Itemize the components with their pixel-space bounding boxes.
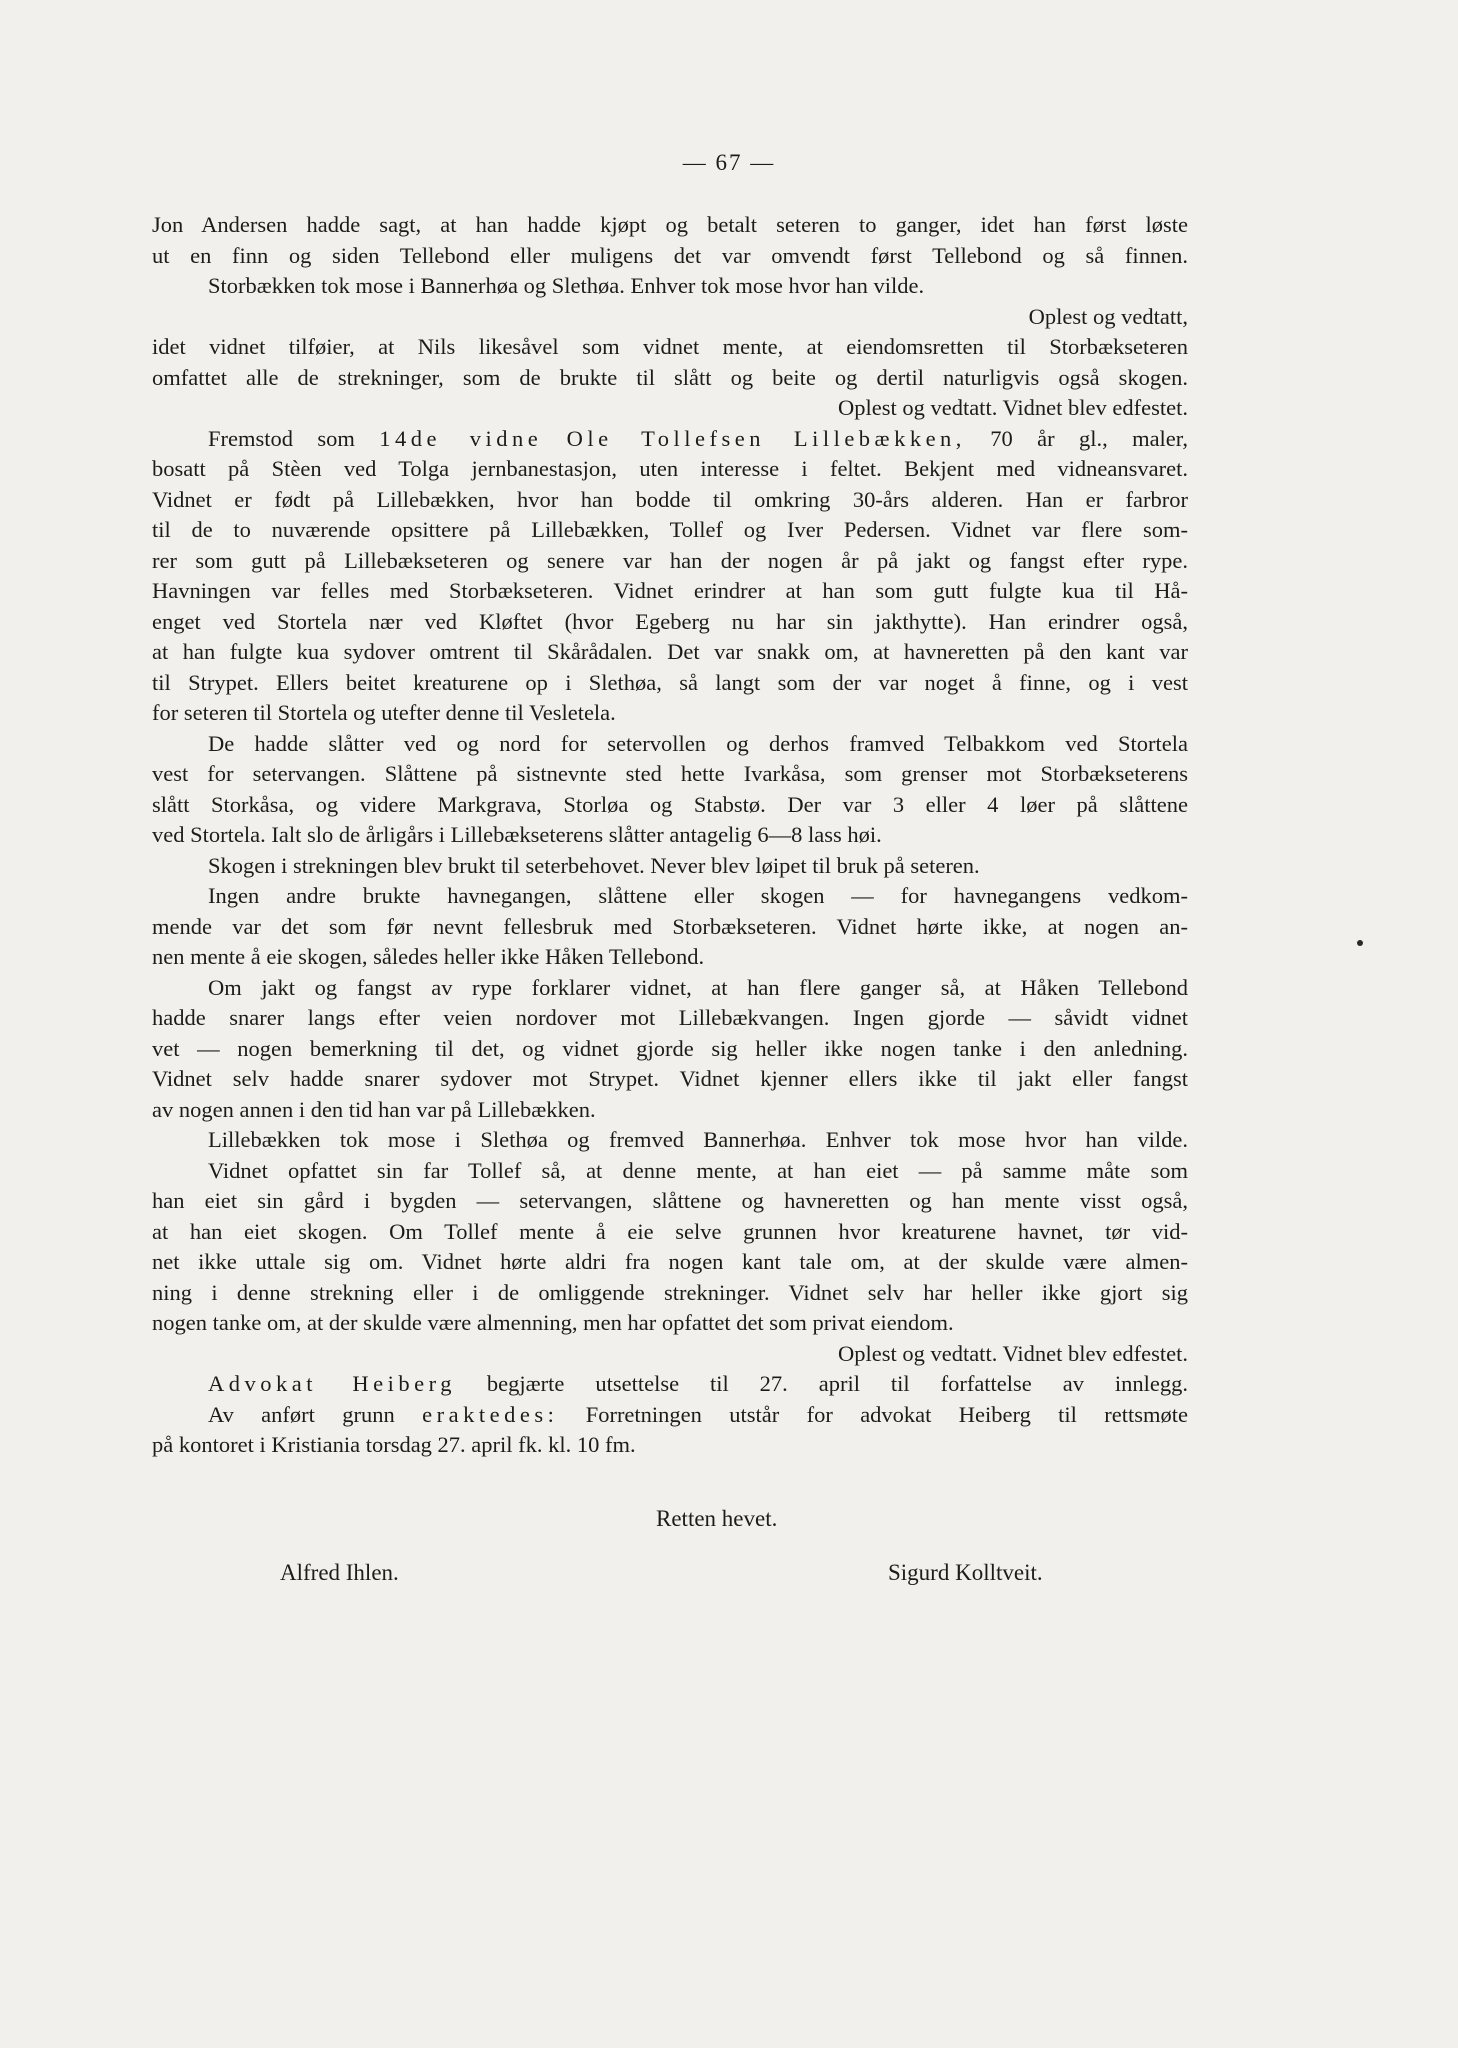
advokat-name: Advokat Heiberg [208,1371,456,1396]
text-line: omfattet alle de strekninger, som de brukte til slått og beite og dertil naturligvis også skogen. [152,364,1188,390]
text-line: ved Stortela. Ialt slo de årligårs i Lillebækseterens slåtter antagelig 6—8 lass høi. [152,822,882,847]
text-line-witness-intro [152,424,1188,455]
text-line: Jon Andersen hadde sagt, at han hadde kjøpt og betalt seteren to ganger, idet han først løste [152,212,1188,237]
text-line: Ingen andre brukte havnegangen, slåttene eller skogen — for havnegangens vedkom- [208,883,1188,908]
text-line: Oplest og vedtatt, [1028,303,1188,329]
text-line: De hadde slåtter ved og nord for setervollen og derhos framved Telbakkom ved Stortela [208,730,1188,756]
text-line: for seteren til Stortela og utefter denne til Vesletela. [152,700,616,725]
text-line: mende var det som før nevnt fellesbruk med Storbækseteren. Vidnet hørte ikke, at nogen an- [152,913,1188,939]
text-line: til de to nuværende opsittere på Lillebækken, Tollef og Iver Pedersen. Vidnet var flere som- [152,517,1188,542]
eraktedes-term: eraktedes: [422,1401,559,1427]
text-line: av nogen annen i den tid han var på Lillebækken. [152,1096,596,1122]
text-line: slått Storkåsa, og videre Markgrava, Storløa og Stabstø. Der var 3 eller 4 løer på slåttene [152,791,1188,817]
text-line: Skogen i strekningen blev brukt til seterbehovet. Never blev løipet til bruk på seteren. [208,852,980,878]
text-line-advokat [152,1369,1188,1400]
text-line: på kontoret i Kristiania torsdag 27. april fk. kl. 10 fm. [152,1432,636,1457]
margin-mark [1357,940,1363,946]
signature-right: Sigurd Kolltveit. [888,1560,1043,1585]
body-text [152,210,1188,1461]
text-line: Lillebækken tok mose i Slethøa og fremved Bannerhøa. Enhver tok mose hvor han vilde. [208,1127,1188,1152]
text-line: bosatt på Stèen ved Tolga jernbanestasjon, uten interesse i feltet. Bekjent med vidneansvaret. [152,456,1188,481]
text-line: vet — nogen bemerkning til det, og vidnet gjorde sig heller ikke nogen tanke i den anledning. [152,1035,1188,1061]
text-line: rer som gutt på Lillebækseteren og senere var han der nogen år på jakt og fangst efter rype. [152,547,1188,573]
text-line: Om jakt og fangst av rype forklarer vidnet, at han flere ganger så, at Håken Tellebond [208,974,1188,1000]
text-fragment: Forretningen utstår for advokat Heiberg til rettsmøte [585,1401,1189,1427]
text-line-eraktedes [152,1400,1188,1431]
text-fragment: begjærte utsettelse til 27. april til forfattelse av innlegg. [486,1371,1188,1396]
text-line: net ikke uttale sig om. Vidnet hørte aldri fra nogen kant tale om, at der skulde være almen- [152,1249,1188,1274]
text-line: at han eiet skogen. Om Tollef mente å eie selve grunnen hvor kreaturene havnet, tør vid- [152,1218,1188,1244]
page-number: — 67 — [682,150,776,175]
text-line: idet vidnet tilføier, at Nils likesåvel som vidnet mente, at eiendomsretten til Storbækseteren [152,334,1188,359]
text-fragment: Fremstod som [208,425,355,451]
signature-left: Alfred Ihlen. [280,1560,399,1585]
text-line: han eiet sin gård i bygden — setervangen, slåttene og havneretten og han mente visst også, [152,1188,1188,1213]
text-line: ut en finn og siden Tellebond eller muligens det var omvendt først Tellebond og så finnen. [152,242,1188,268]
text-line: at han fulgte kua sydover omtrent til Skårådalen. Det var snakk om, at havneretten på den kant var [152,639,1188,664]
witness-ordinal: 14de vidne [379,425,543,451]
text-line: nen mente å eie skogen, således heller ikke Håken Tellebond. [152,944,705,969]
text-line: Vidnet selv hadde snarer sydover mot Strypet. Vidnet kjenner ellers ikke til jakt eller fangst [152,1066,1188,1091]
text-line: Oplest og vedtatt. Vidnet blev edfestet. [837,395,1188,420]
text-line: til Strypet. Ellers beitet kreaturene op i Slethøa, så langt som der var noget å finne, og i vest [152,669,1188,695]
text-line: hadde snarer langs efter veien nordover mot Lillebækvangen. Ingen gjorde — såvidt vidnet [152,1005,1188,1030]
text-fragment: Av anført grunn [208,1401,395,1427]
text-line: Storbækken tok mose i Bannerhøa og Slethøa. Enhver tok mose hvor han vilde. [208,273,925,298]
text-line: Vidnet er født på Lillebækken, hvor han bodde til omkring 30-års alderen. Han er farbror [152,486,1188,512]
text-line: Havningen var felles med Storbækseteren. Vidnet erindrer at han som gutt fulgte kua til Hå- [152,578,1188,603]
text-line: ning i denne strekning eller i de omliggende strekninger. Vidnet selv har heller ikke gjort sig [152,1279,1188,1305]
text-line: enget ved Stortela nær ved Kløftet (hvor Egeberg nu har sin jakthytte). Han erindrer også, [152,608,1188,634]
text-line: Oplest og vedtatt. Vidnet blev edfestet. [837,1340,1188,1366]
witness-name: Ole Tollefsen Lillebækken, [566,425,966,451]
text-line: vest for setervangen. Slåttene på sistnevnte sted hette Ivarkåsa, som grenser mot Storbækseterens [152,761,1188,786]
text-line: nogen tanke om, at der skulde være almenning, men har opfattet det som privat eiendom. [152,1310,954,1335]
closing-line: Retten hevet. [656,1506,778,1531]
text-fragment: 70 år gl., maler, [990,425,1189,451]
text-line: Vidnet opfattet sin far Tollef så, at denne mente, at han eiet — på samme måte som [208,1157,1188,1183]
